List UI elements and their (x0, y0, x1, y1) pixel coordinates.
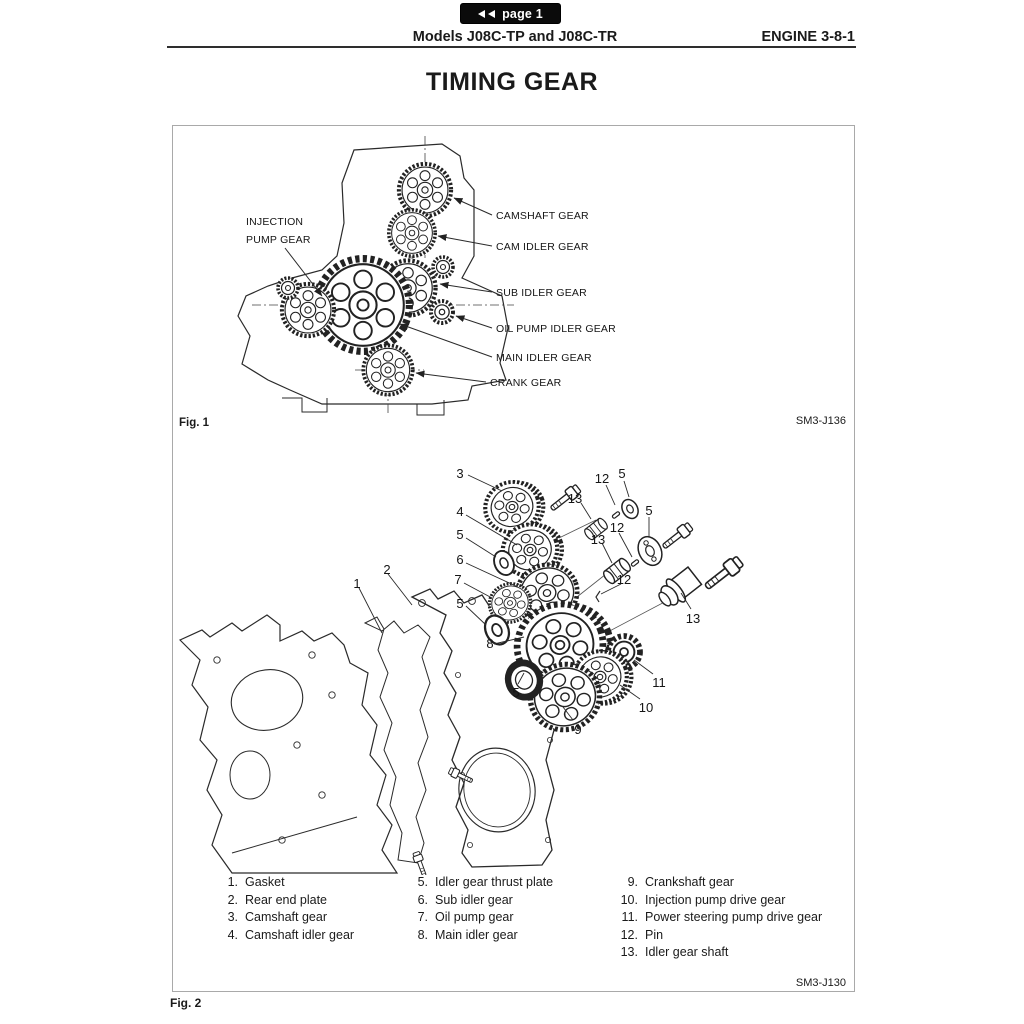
fig1-small-gear-upper-right (433, 257, 453, 277)
part-item: 9. Crankshaft gear (627, 875, 734, 889)
fig1-reference-code: SM3-J136 (795, 415, 846, 427)
callout-9: 9 (574, 722, 582, 737)
part-item: 2. Rear end plate (227, 892, 328, 907)
callout-13: 13 (567, 491, 583, 506)
part-item: 7. Oil pump gear (417, 910, 514, 925)
fig2-pin (596, 591, 600, 602)
callout-10: 10 (638, 700, 654, 715)
fig2-gasket (365, 617, 430, 863)
left-arrow-icon (478, 10, 485, 18)
part-item: 6. Sub idler gear (417, 892, 513, 907)
fig1-crank-gear (363, 345, 412, 394)
fig2-bolt (702, 555, 745, 594)
fig1-label-crank-gear: CRANK GEAR (490, 377, 562, 389)
callout-2: 2 (383, 562, 391, 577)
models-heading: Models J08C-TP and J08C-TR (412, 29, 618, 45)
fig1-label-main-idler-gear: MAIN IDLER GEAR (496, 352, 592, 364)
part-item: 4. Camshaft idler gear (227, 927, 355, 942)
fig2-plate-bolt (448, 766, 474, 785)
fig2-washer (619, 497, 642, 522)
fig2-reference-code: SM3-J130 (795, 977, 846, 989)
callout-7: 7 (454, 572, 462, 587)
callout-11: 11 (652, 675, 666, 690)
part-item: 1. Gasket (227, 875, 285, 889)
fig2-bolt (660, 521, 694, 551)
callout-5: 5 (512, 685, 520, 700)
callout-5: 5 (456, 596, 464, 611)
callout-13: 13 (590, 532, 606, 547)
page-back-button[interactable] (460, 3, 561, 24)
fig1-idler-small-gear (278, 278, 298, 298)
callout-5: 5 (456, 527, 464, 542)
fig1-label-cam-idler-gear: CAM IDLER GEAR (496, 241, 589, 253)
callout-13: 13 (685, 611, 701, 626)
callout-6: 6 (456, 552, 464, 567)
fig1-oil-pump-idler-gear (431, 301, 453, 323)
callout-12: 12 (594, 471, 610, 486)
fig2-caption: Fig. 2 (170, 996, 202, 1010)
fig2-engine-block (180, 615, 397, 873)
fig2-idler-gear-shaft-large (653, 565, 703, 613)
callout-4: 4 (456, 504, 464, 519)
page-title: TIMING GEAR (425, 68, 599, 96)
part-item: 11. Power steering pump drive gear (621, 910, 823, 925)
page-back-label: page 1 (502, 6, 543, 21)
header-rule (167, 46, 856, 48)
callout-1: 1 (353, 576, 361, 591)
fig2-exploded-diagram (172, 445, 856, 875)
fig2-pin (631, 559, 639, 567)
fig1-camshaft-gear (399, 164, 451, 216)
fig1-timing-gear-diagram (172, 128, 856, 418)
left-arrow-icon (488, 10, 495, 18)
fig1-label-injection-1: INJECTION (246, 216, 304, 228)
callout-5: 5 (645, 503, 653, 518)
fig1-cam-idler-gear (389, 210, 435, 256)
parts-column-3 (608, 874, 822, 962)
fig2-pin (612, 511, 620, 519)
callout-3: 3 (456, 466, 464, 481)
fig2-thrust-plate (634, 533, 667, 570)
part-item: 13. Idler gear shaft (620, 945, 729, 960)
part-item: 8. Main idler gear (417, 927, 518, 942)
fig1-label-camshaft-gear: CAMSHAFT GEAR (496, 210, 589, 222)
callout-5: 5 (618, 466, 626, 481)
part-item: 5. Idler gear thrust plate (417, 875, 554, 889)
parts-column-1 (212, 874, 354, 944)
callout-12: 12 (616, 572, 632, 587)
part-item: 3. Camshaft gear (227, 910, 327, 925)
part-item: 10. Injection pump drive gear (620, 892, 786, 907)
parts-column-2 (402, 874, 553, 944)
callout-8: 8 (486, 636, 494, 651)
fig1-caption: Fig. 1 (179, 417, 210, 429)
fig1-label-oil-pump-idler-gear: OIL PUMP IDLER GEAR (496, 323, 616, 335)
callout-12: 12 (609, 520, 625, 535)
fig1-label-injection-2: PUMP GEAR (246, 234, 311, 246)
part-item: 12. Pin (620, 927, 664, 942)
section-number: ENGINE 3-8-1 (761, 29, 855, 45)
fig1-label-sub-idler-gear: SUB IDLER GEAR (496, 287, 587, 299)
